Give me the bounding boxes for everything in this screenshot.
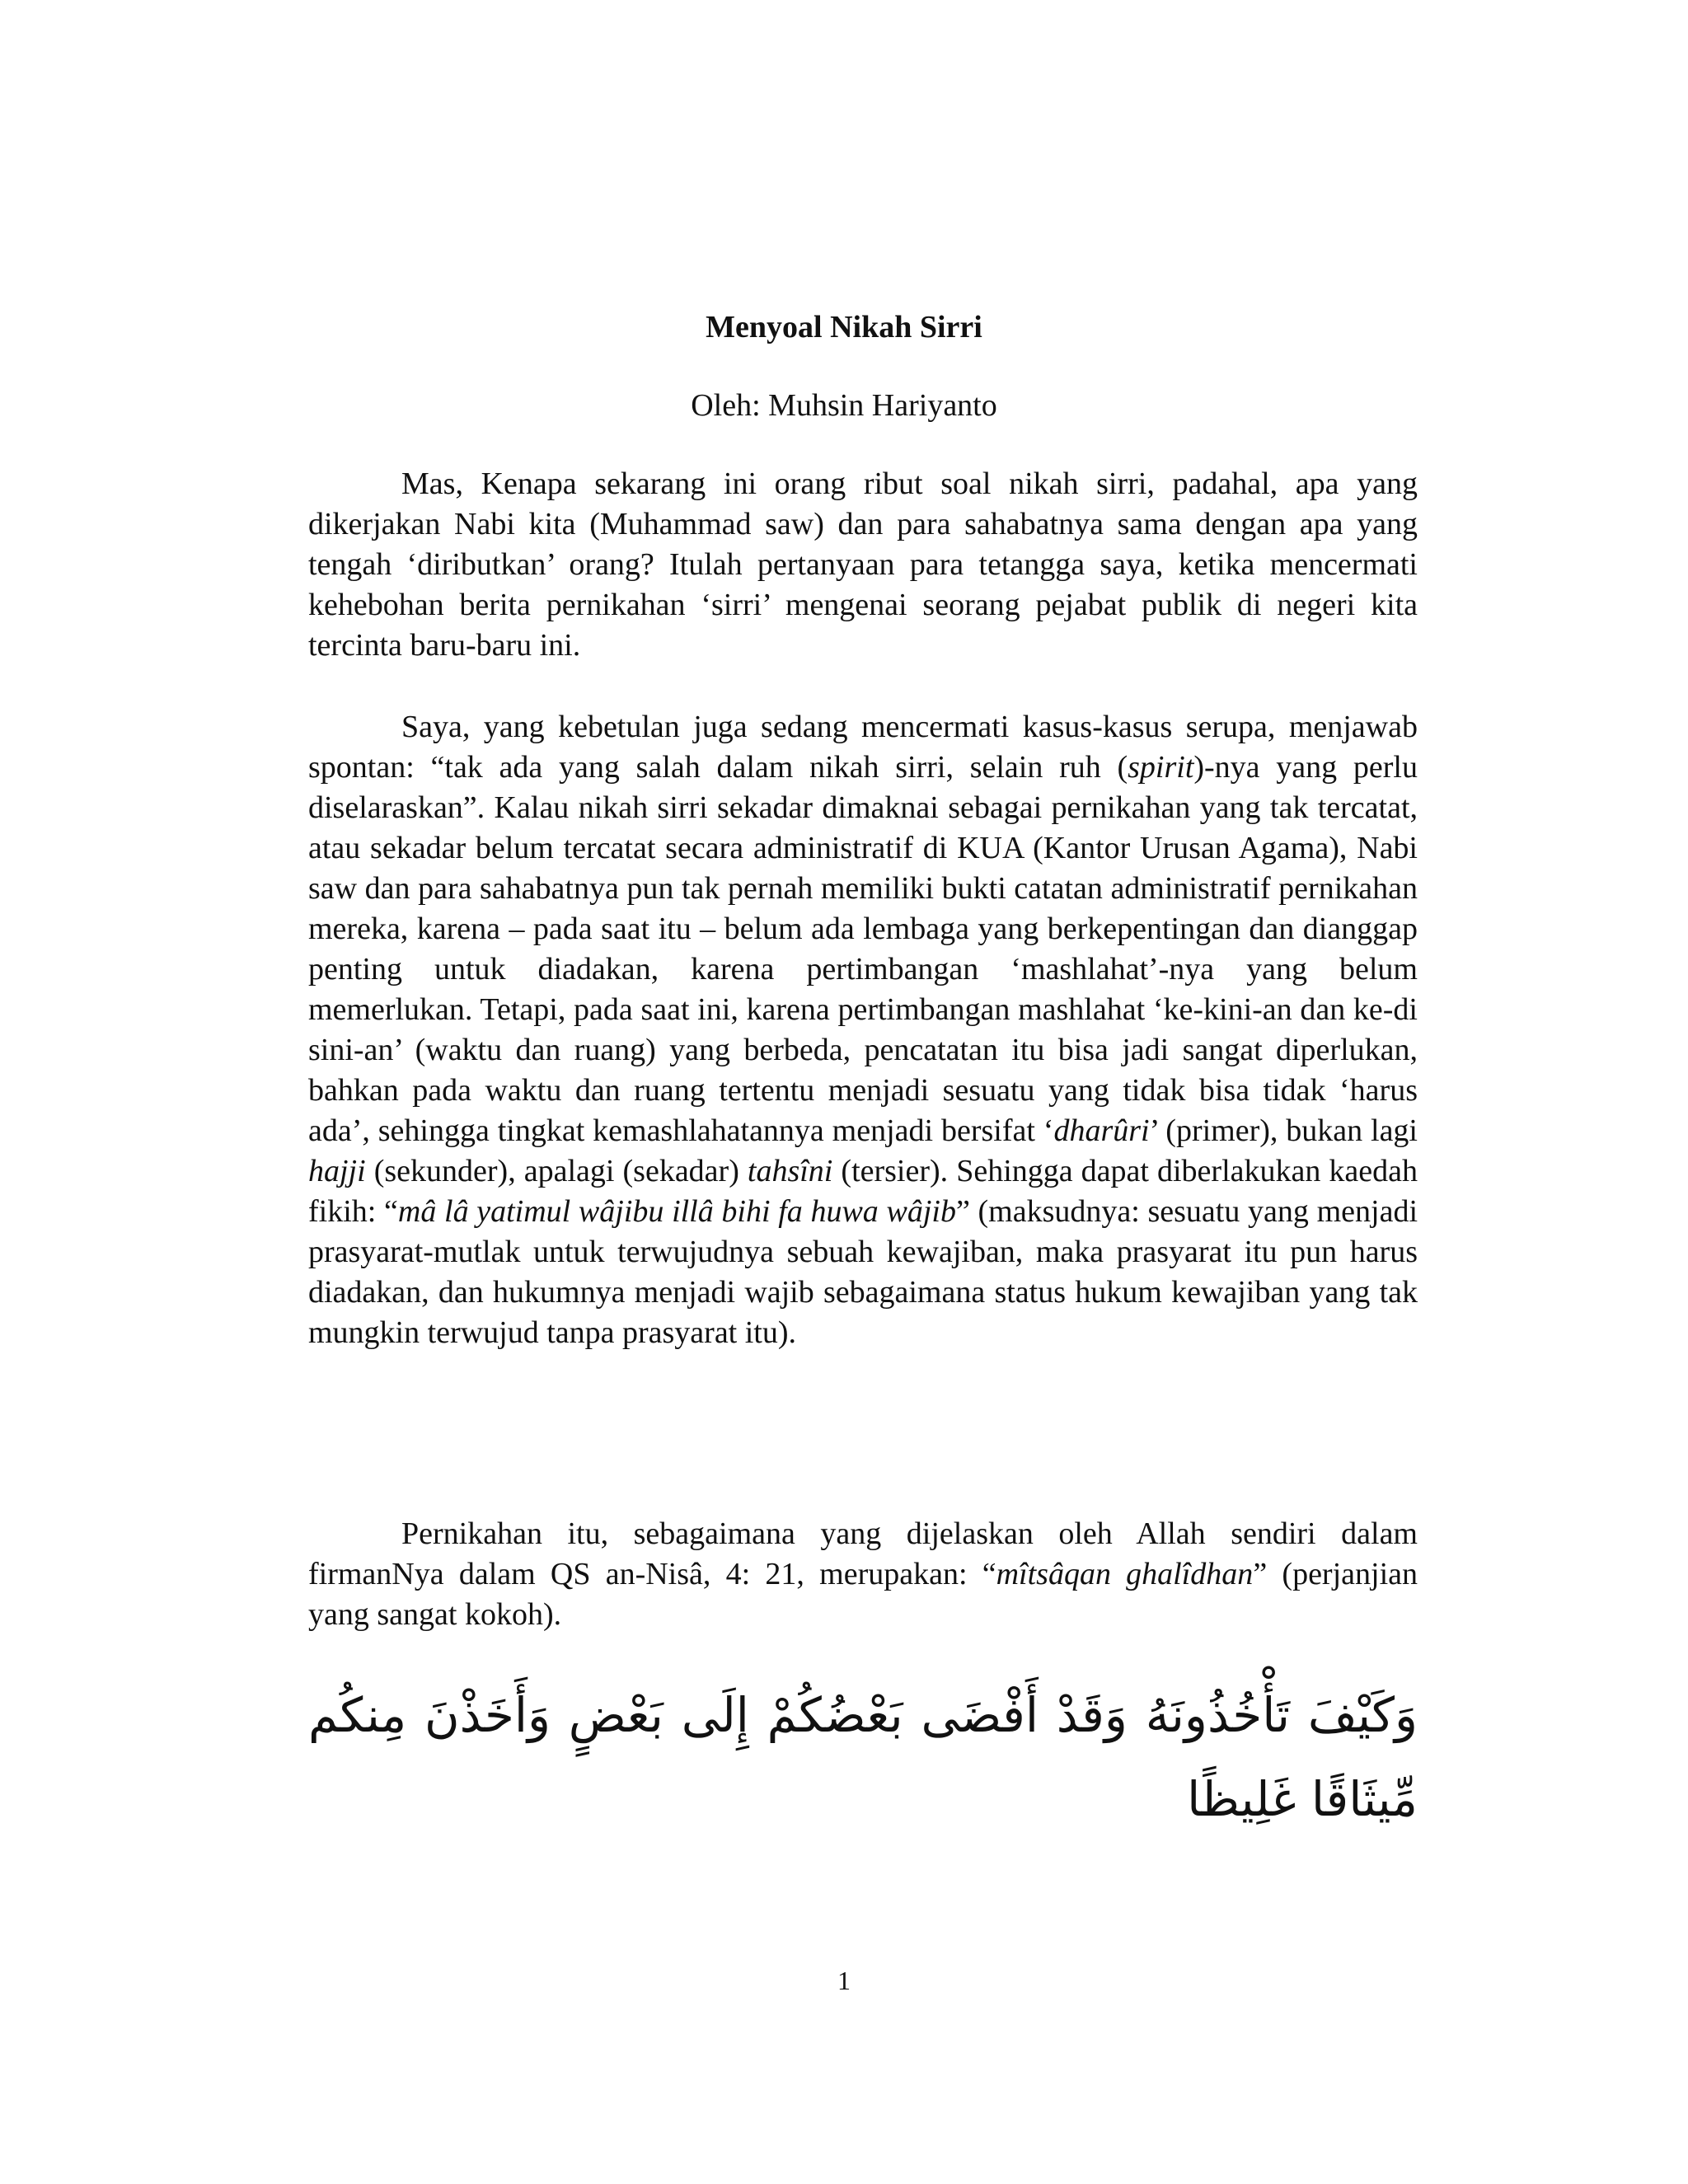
- page-number: 1: [837, 1966, 851, 1995]
- italic-term-spirit: spirit: [1128, 750, 1194, 785]
- paragraph-2: [308, 707, 1418, 1353]
- document-title: Menyoal Nikah Sirri: [706, 310, 982, 344]
- paragraph-3-text-2: ” (perjanjian yang sangat kokoh).: [308, 1557, 1418, 1632]
- italic-term-dharuri: dharûri: [1053, 1113, 1150, 1148]
- italic-term-hajji: hajji: [308, 1154, 366, 1188]
- paragraph-3-text-1: Pernikahan itu, sebagaimana yang dijelaskan oleh Allah sendiri dalam firmanNya dalam QS an-Nisâ, 4: 21, merupakan: “: [308, 1516, 1418, 1591]
- author-line: Oleh: Muhsin Hariyanto: [691, 388, 997, 423]
- quran-verse-arabic: وَكَيْفَ تَأْخُذُونَهُ وَقَدْ أَفْضَى بَعْضُكُمْ إِلَى بَعْضٍ وَأَخَذْنَ مِنكُم مِّيثَاقًا غَلِيظًا: [308, 1687, 1418, 1827]
- paragraph-2-text-3: ’ (primer), bukan lagi: [1149, 1113, 1418, 1148]
- italic-term-tahsini: tahsîni: [747, 1154, 833, 1188]
- italic-fiqh-maxim: mâ lâ yatimul wâjibu illâ bihi fa huwa wâjib: [397, 1194, 956, 1229]
- paragraph-2-text-1: Saya, yang kebetulan juga sedang mencermati kasus-kasus serupa, menjawab spontan: “tak ada yang salah dalam nikah sirri, selain ruh (: [308, 710, 1418, 785]
- paragraph-1: [308, 464, 1418, 666]
- paragraph-3: [308, 1514, 1418, 1635]
- paragraph-2-text-4: (sekunder), apalagi (sekadar): [365, 1154, 748, 1188]
- paragraph-2-text-2: )-nya yang perlu diselaraskan”. Kalau nikah sirri sekadar dimaknai sebagai pernikahan yang tak tercatat, atau sekadar belum tercatat secara administratif di KUA (Kantor Urusan Agama), Nabi saw dan para sahabatnya pun tak pernah memiliki bukti catatan administratif pernikahan mereka, karena – pada saat itu – belum ada lembaga yang berkepentingan dan dianggap penting untuk diadakan, karena pertimbangan ‘mashlahat’-nya yang belum memerlukan. Tetapi, pada saat ini, karena pertimbangan mashlahat ‘ke-kini-an dan ke-di sini-an’ (waktu dan ruang) yang berbeda, pencatatan itu bisa jadi sangat diperlukan, bahkan pada waktu dan ruang tertentu menjadi sesuatu yang tidak bisa tidak ‘harus ada’, sehingga tingkat kemashlahatannya menjadi bersifat ‘: [308, 750, 1418, 1148]
- paragraph-2-text-5: (tersier). Sehingga dapat diberlakukan kaedah fikih: “: [308, 1154, 1418, 1229]
- paragraph-1-text: Mas, Kenapa sekarang ini orang ribut soal nikah sirri, padahal, apa yang dikerjakan Nabi kita (Muhammad saw) dan para sahabatnya sama dengan apa yang tengah ‘diributkan’ orang? Itulah pertanyaan para tetangga saya, ketika mencermati kehebohan berita pernikahan ‘sirri’ mengenai seorang pejabat publik di negeri kita tercinta baru-baru ini.: [308, 466, 1418, 663]
- italic-term-mitsaqan: mîtsâqan ghalîdhan: [996, 1557, 1254, 1591]
- paragraph-2-text-6: ” (maksudnya: sesuatu yang menjadi prasyarat-mutlak untuk terwujudnya sebuah kewajiban, maka prasyarat itu pun harus diadakan, dan hukumnya menjadi wajib sebagaimana status hukum kewajiban yang tak mungkin terwujud tanpa prasyarat itu).: [308, 1194, 1418, 1350]
